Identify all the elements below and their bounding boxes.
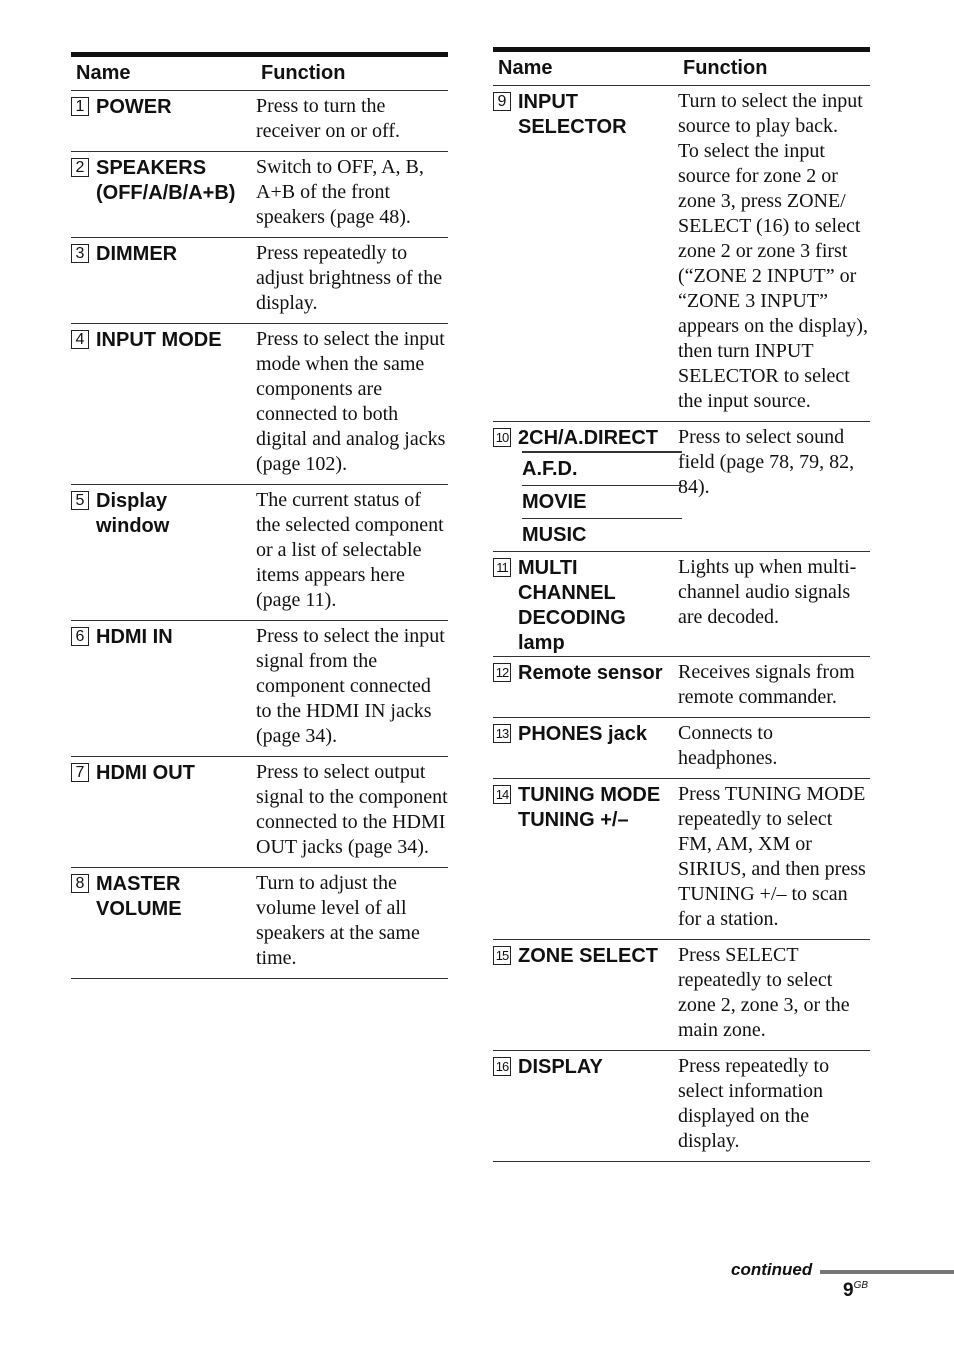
function-cell: Press to turn the receiver on or off.	[256, 95, 401, 142]
name-line	[493, 556, 678, 656]
page-number	[843, 1280, 868, 1302]
sub-control-name: MOVIE	[522, 485, 682, 518]
name-cell	[493, 940, 678, 1050]
callout-number: 5	[71, 491, 89, 510]
name-line	[71, 328, 256, 353]
right-table	[493, 47, 870, 1162]
callout-number: 6	[71, 627, 89, 646]
name-header: Name	[76, 62, 131, 84]
name-cell	[493, 422, 678, 551]
control-name: DISPLAY	[518, 1056, 603, 1078]
function-cell: Press to select the input signal from the component connected to the HDMI IN jacks (page 34).	[256, 625, 445, 747]
table-row	[71, 238, 448, 324]
control-name: HDMI IN	[96, 626, 173, 648]
name-line	[493, 944, 678, 969]
callout-number: 10	[493, 428, 511, 447]
callout-number: 11	[493, 558, 511, 577]
function-header: Function	[261, 62, 346, 84]
table-row	[493, 552, 870, 657]
name-cell	[71, 757, 256, 867]
name-line	[71, 761, 256, 786]
control-name: DIMMER	[96, 243, 178, 265]
table-row	[71, 621, 448, 757]
left-table-body	[71, 91, 448, 979]
control-name: MULTI CHANNEL DECODING lamp	[518, 557, 626, 654]
name-line	[493, 426, 678, 451]
name-cell	[71, 324, 256, 484]
table-row	[493, 718, 870, 779]
function-cell: Switch to OFF, A, B, A+B of the front speakers (page 48).	[256, 156, 424, 228]
control-name: PHONES jack	[518, 723, 647, 745]
table-row	[493, 1051, 870, 1162]
callout-number: 7	[71, 763, 89, 782]
table-row	[71, 152, 448, 238]
function-cell: Turn to select the input source to play back. To select the input source for zone 2 or zone 3, press ZONE/ SELECT (16) to select zone 2 or zone 3 first (“ZONE 2 INPUT” or “ZONE 3 INPUT” appears on the display), then turn INPUT SELECTOR to select the input source.	[678, 90, 868, 412]
function-cell: Press TUNING MODE repeatedly to select FM, AM, XM or SIRIUS, and then press TUNING +/– to scan for a station.	[678, 783, 866, 930]
name-line	[71, 95, 256, 120]
table-row	[493, 422, 870, 552]
function-cell: Press SELECT repeatedly to select zone 2, zone 3, or the main zone.	[678, 944, 850, 1041]
callout-number: 14	[493, 785, 511, 804]
table-row	[71, 868, 448, 979]
control-name: TUNING MODE TUNING +/–	[518, 784, 661, 831]
name-cell	[493, 86, 678, 421]
name-cell	[493, 779, 678, 939]
control-name: Remote sensor	[518, 662, 663, 684]
function-cell: Press to select sound field (page 78, 79, 82, 84).	[678, 426, 855, 498]
name-cell	[71, 238, 256, 323]
control-name: SPEAKERS (OFF/A/B/A+B)	[96, 157, 236, 204]
table-header	[493, 52, 870, 86]
name-header: Name	[498, 57, 553, 79]
control-name: MASTER VOLUME	[96, 873, 182, 920]
table-row	[493, 657, 870, 718]
table-row	[493, 940, 870, 1051]
name-line	[71, 242, 256, 267]
function-header: Function	[683, 57, 768, 79]
callout-number: 16	[493, 1057, 511, 1076]
name-cell	[493, 1051, 678, 1161]
callout-number: 13	[493, 724, 511, 743]
function-cell: Connects to headphones.	[678, 722, 778, 769]
name-line	[493, 661, 678, 686]
table-row	[493, 86, 870, 422]
name-line	[71, 156, 256, 206]
function-cell: Press to select output signal to the component connected to the HDMI OUT jacks (page 34).	[256, 761, 448, 858]
name-cell	[71, 91, 256, 151]
name-line	[71, 489, 256, 539]
function-cell: The current status of the selected component or a list of selectable items appears here (page 11).	[256, 489, 444, 611]
callout-number: 15	[493, 946, 511, 965]
callout-number: 12	[493, 663, 511, 682]
table-row	[71, 485, 448, 621]
callout-number: 1	[71, 97, 89, 116]
function-cell: Receives signals from remote commander.	[678, 661, 855, 708]
callout-number: 3	[71, 244, 89, 263]
callout-number: 2	[71, 158, 89, 177]
page-number-value: 9	[843, 1280, 854, 1301]
continued-bar	[820, 1270, 954, 1274]
table-header	[71, 57, 448, 91]
table-row	[493, 779, 870, 940]
name-cell	[71, 485, 256, 620]
name-cell	[71, 621, 256, 756]
page-suffix: GB	[853, 1280, 869, 1291]
name-line	[493, 722, 678, 747]
function-cell: Press repeatedly to adjust brightness of the display.	[256, 242, 443, 314]
table-row	[71, 324, 448, 485]
control-name: HDMI OUT	[96, 762, 195, 784]
name-line	[493, 783, 678, 833]
continued-label: continued	[731, 1260, 813, 1279]
control-name: ZONE SELECT	[518, 945, 659, 967]
control-name: 2CH/A.DIRECT	[518, 427, 659, 449]
left-table	[71, 52, 448, 979]
function-cell: Press repeatedly to select information displayed on the display.	[678, 1055, 830, 1152]
name-line	[493, 1055, 678, 1080]
name-cell	[493, 552, 678, 656]
name-line	[71, 872, 256, 922]
table-row	[71, 91, 448, 152]
name-line	[71, 625, 256, 650]
callout-number: 9	[493, 92, 511, 111]
right-table-body	[493, 86, 870, 1162]
name-cell	[71, 868, 256, 978]
callout-number: 4	[71, 330, 89, 349]
name-line	[493, 90, 678, 140]
function-cell: Press to select the input mode when the same components are connected to both digital and analog jacks (page 102).	[256, 328, 446, 475]
control-name: Display window	[96, 490, 170, 537]
function-cell: Turn to adjust the volume level of all speakers at the same time.	[256, 872, 420, 969]
callout-number: 8	[71, 874, 89, 893]
name-cell	[71, 152, 256, 237]
sub-control-name: A.F.D.	[522, 451, 682, 485]
function-cell: Lights up when multi- channel audio signals are decoded.	[678, 556, 857, 628]
control-name: POWER	[96, 96, 172, 118]
control-name: INPUT SELECTOR	[518, 91, 627, 138]
control-name: INPUT MODE	[96, 329, 222, 351]
name-cell	[493, 718, 678, 778]
table-row	[71, 757, 448, 868]
sub-control-name: MUSIC	[522, 518, 682, 551]
name-cell	[493, 657, 678, 717]
